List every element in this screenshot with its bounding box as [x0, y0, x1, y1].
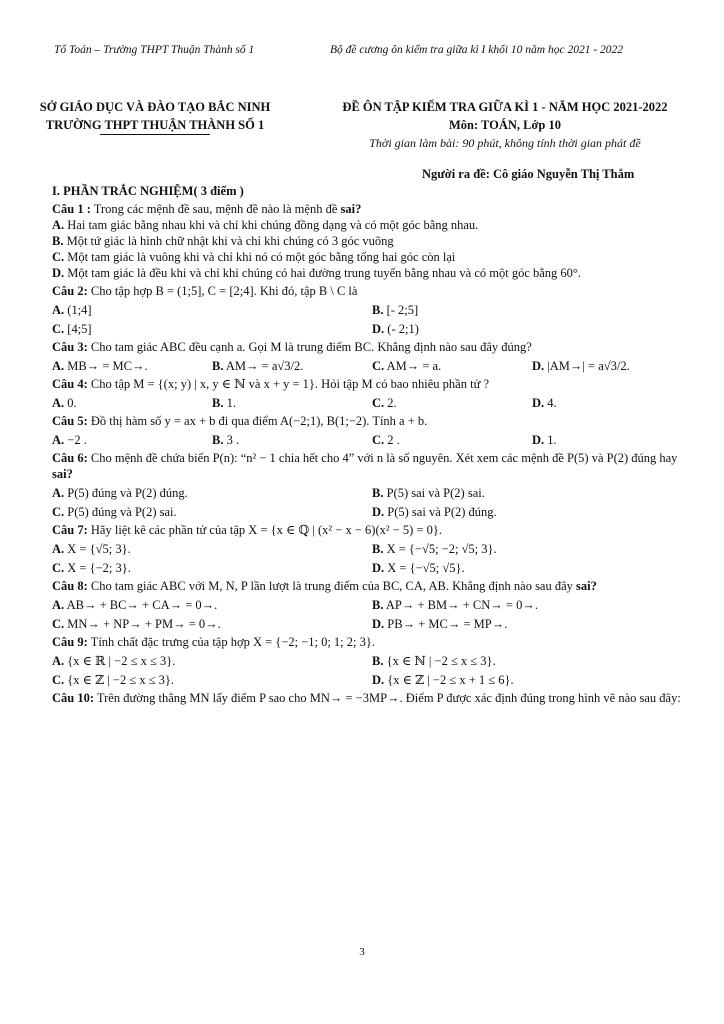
running-header-right: Bộ đề cương ôn kiểm tra giữa kì I khối 10 năm học 2021 - 2022 — [330, 44, 624, 56]
question-stem — [52, 690, 692, 706]
exam-header — [305, 98, 705, 152]
option-key: B. — [212, 396, 224, 410]
option-text: PB→ + MC→ = MP→. — [384, 617, 508, 631]
option-key: C. — [52, 673, 65, 687]
answer-option — [52, 560, 372, 576]
question — [52, 283, 692, 337]
option-text: {x ∈ ℤ | −2 ≤ x ≤ 3}. — [64, 673, 175, 687]
answer-option — [52, 653, 372, 669]
answer-option — [372, 432, 532, 448]
answer-option — [532, 358, 692, 374]
option-key: C. — [52, 617, 65, 631]
question-emphasis: sai? — [576, 579, 597, 593]
option-text: X = {−√5; √5}. — [384, 561, 465, 575]
question — [52, 413, 692, 448]
question-text: Hãy liệt kê các phần tử của tập X = {x ∈ ℚ | (x² − x − 6)(x² − 5) = 0}. — [87, 523, 442, 537]
answer-option — [52, 302, 372, 318]
option-text: X = {−√5; −2; √5; 3}. — [383, 542, 497, 556]
option-text: 2. — [384, 396, 397, 410]
question-emphasis: sai? — [52, 467, 73, 481]
exam-author: Người ra đề: Cô giáo Nguyễn Thị Thắm — [422, 167, 635, 181]
option-key: D. — [372, 505, 385, 519]
question-stem — [52, 413, 692, 429]
option-key: B. — [52, 234, 64, 248]
answer-option — [372, 653, 692, 669]
option-key: D. — [372, 322, 385, 336]
answer-option — [52, 249, 692, 265]
question-text: Cho tam giác ABC đều cạnh a. Gọi M là trung điểm BC. Khẳng định nào sau đây đúng? — [87, 340, 532, 354]
answer-option — [372, 358, 532, 374]
question-stem — [52, 201, 692, 217]
option-key: D. — [372, 673, 385, 687]
question — [52, 339, 692, 374]
option-key: D. — [532, 433, 545, 447]
answer-option — [532, 395, 692, 411]
question-label: Câu 2: — [52, 284, 88, 298]
question-label: Câu 3: — [52, 340, 88, 354]
option-text: P(5) đúng và P(2) sai. — [64, 505, 177, 519]
answer-option — [52, 265, 692, 281]
answer-option — [52, 358, 212, 374]
option-text: Một tam giác là đều khi và chỉ khi chúng có hai đường trung tuyến bằng nhau và có một góc bằng 60°. — [64, 266, 582, 280]
option-key: D. — [52, 266, 65, 280]
option-key: A. — [52, 598, 65, 612]
option-key: C. — [372, 433, 385, 447]
option-text: 3 . — [223, 433, 240, 447]
answer-option — [372, 597, 692, 613]
options-row — [52, 616, 692, 632]
answer-option — [372, 504, 692, 520]
question-stem — [52, 450, 692, 482]
question-label: Câu 10: — [52, 691, 95, 705]
option-key: C. — [372, 359, 385, 373]
option-text: {x ∈ ℤ | −2 ≤ x + 1 ≤ 6}. — [384, 673, 514, 687]
options-row — [52, 395, 692, 411]
question-label: Câu 6: — [52, 451, 88, 465]
question-text: Trên đường thẳng MN lấy điểm P sao cho MN→ = −3MP→. Điểm P được xác định đúng trong hình vẽ nào sau đây: — [94, 691, 681, 705]
question-label: Câu 9: — [52, 635, 88, 649]
answer-option — [372, 560, 692, 576]
answer-option — [212, 432, 372, 448]
exam-subject: Môn: TOÁN, Lớp 10 — [448, 118, 562, 132]
option-text: −2 . — [64, 433, 87, 447]
answer-option — [52, 485, 372, 501]
option-key: D. — [372, 617, 385, 631]
option-key: C. — [52, 505, 65, 519]
options-row — [52, 560, 692, 576]
answer-option — [372, 321, 692, 337]
option-key: A. — [52, 486, 65, 500]
exam-title: ĐỀ ÔN TẬP KIỂM TRA GIỮA KÌ 1 - NĂM HỌC 2021-2022 — [342, 100, 668, 114]
answer-option — [52, 233, 692, 249]
answer-option — [372, 302, 692, 318]
options-row — [52, 432, 692, 448]
option-key: A. — [52, 654, 65, 668]
option-key: C. — [52, 561, 65, 575]
options-row — [52, 358, 692, 374]
option-text: 2 . — [384, 433, 400, 447]
question-stem — [52, 578, 692, 594]
options-row — [52, 504, 692, 520]
question-list — [52, 201, 692, 706]
options-row — [52, 597, 692, 613]
option-text: AB→ + BC→ + CA→ = 0→. — [64, 598, 218, 612]
options-row — [52, 485, 692, 501]
answer-option — [52, 672, 372, 688]
answer-option — [52, 217, 692, 233]
answer-option — [372, 616, 692, 632]
department-name: SỞ GIÁO DỤC VÀ ĐÀO TẠO BẮC NINH — [39, 100, 271, 114]
option-key: B. — [212, 359, 224, 373]
question — [52, 450, 692, 520]
option-text: MB→ = MC→. — [64, 359, 148, 373]
option-key: A. — [52, 542, 65, 556]
options-row — [52, 653, 692, 669]
options-row — [52, 321, 692, 337]
answer-option — [372, 485, 692, 501]
option-text: AM→ = a. — [384, 359, 442, 373]
question — [52, 690, 692, 706]
option-text: Một tứ giác là hình chữ nhật khi và chỉ khi chúng có 3 góc vuông — [63, 234, 394, 248]
answer-option — [52, 597, 372, 613]
option-text: P(5) sai và P(2) đúng. — [384, 505, 497, 519]
option-text: {x ∈ ℝ | −2 ≤ x ≤ 3}. — [64, 654, 176, 668]
question — [52, 634, 692, 688]
question — [52, 522, 692, 576]
exam-time: Thời gian làm bài: 90 phút, không tính thời gian phát đề — [369, 136, 641, 150]
school-underline — [100, 134, 210, 135]
section-title: I. PHẦN TRẮC NGHIỆM( 3 điểm ) — [52, 184, 244, 198]
question-text: Cho tam giác ABC với M, N, P lần lượt là trung điểm của BC, CA, AB. Khẳng định nào sau đây — [87, 579, 577, 593]
question-text: Trong các mệnh đề sau, mệnh đề nào là mệnh đề — [90, 202, 341, 216]
option-key: B. — [372, 303, 384, 317]
option-key: D. — [372, 561, 385, 575]
question-label: Câu 4: — [52, 377, 88, 391]
question-label: Câu 7: — [52, 523, 88, 537]
option-key: C. — [372, 396, 385, 410]
option-key: B. — [372, 654, 384, 668]
question-text: Đồ thị hàm số y = ax + b đi qua điểm A(−2;1), B(1;−2). Tính a + b. — [87, 414, 428, 428]
option-text: Một tam giác là vuông khi và chỉ khi nó có một góc bằng tổng hai góc còn lại — [64, 250, 456, 264]
option-text: P(5) sai và P(2) sai. — [383, 486, 485, 500]
answer-option — [532, 432, 692, 448]
answer-option — [52, 541, 372, 557]
school-name: TRƯỜNG THPT THUẬN THÀNH SỐ 1 — [45, 118, 265, 132]
answer-option — [52, 616, 372, 632]
option-text: 1. — [544, 433, 557, 447]
answer-option — [212, 358, 372, 374]
option-text: [4;5] — [64, 322, 92, 336]
option-text: 4. — [544, 396, 557, 410]
option-text: (- 2;1) — [384, 322, 419, 336]
options-row — [52, 302, 692, 318]
question — [52, 201, 692, 281]
question-emphasis: sai? — [340, 202, 362, 216]
option-text: X = {√5; 3}. — [64, 542, 131, 556]
options-row — [52, 672, 692, 688]
option-text: P(5) đúng và P(2) đúng. — [64, 486, 188, 500]
option-key: B. — [372, 598, 384, 612]
question-text: Cho tập M = {(x; y) | x, y ∈ ℕ và x + y = 1}. Hỏi tập M có bao nhiêu phần tử ? — [87, 377, 490, 391]
answer-option — [372, 395, 532, 411]
page-number: 3 — [359, 946, 365, 958]
option-text: (1;4] — [64, 303, 92, 317]
answer-option — [52, 395, 212, 411]
answer-option — [212, 395, 372, 411]
question-stem — [52, 339, 692, 355]
option-key: B. — [372, 542, 384, 556]
option-key: A. — [52, 396, 65, 410]
option-text: |AM→| = a√3/2. — [544, 359, 630, 373]
question-text: Cho tập hợp B = (1;5], C = [2;4]. Khi đó, tập B \ C là — [87, 284, 358, 298]
question-label: Câu 8: — [52, 579, 88, 593]
answer-option — [52, 432, 212, 448]
option-text: X = {−2; 3}. — [64, 561, 131, 575]
running-header-left: Tổ Toán – Trường THPT Thuận Thành số 1 — [54, 44, 255, 56]
question — [52, 376, 692, 411]
question-label: Câu 5: — [52, 414, 88, 428]
option-text: {x ∈ ℕ | −2 ≤ x ≤ 3}. — [383, 654, 496, 668]
question-text: Tính chất đặc trưng của tập hợp X = {−2; −1; 0; 1; 2; 3}. — [87, 635, 376, 649]
option-key: B. — [372, 486, 384, 500]
question-text: Cho mệnh đề chứa biến P(n): “n² − 1 chia hết cho 4” với n là số nguyên. Xét xem các mệnh đề P(5) và P(2) đúng hay — [87, 451, 678, 465]
option-key: D. — [532, 359, 545, 373]
question-stem — [52, 376, 692, 392]
option-text: 1. — [223, 396, 236, 410]
option-key: D. — [532, 396, 545, 410]
option-text: AP→ + BM→ + CN→ = 0→. — [383, 598, 538, 612]
option-key: A. — [52, 359, 65, 373]
school-header — [20, 98, 290, 135]
question-stem — [52, 522, 692, 538]
answer-option — [372, 541, 692, 557]
answer-option — [372, 672, 692, 688]
option-text: AM→ = a√3/2. — [223, 359, 304, 373]
question-stem — [52, 283, 692, 299]
answer-option — [52, 504, 372, 520]
option-key: A. — [52, 433, 65, 447]
option-key: B. — [212, 433, 224, 447]
option-key: C. — [52, 322, 65, 336]
option-text: MN→ + NP→ + PM→ = 0→. — [64, 617, 221, 631]
question — [52, 578, 692, 632]
exam-body — [52, 183, 692, 706]
option-key: A. — [52, 303, 65, 317]
option-text: 0. — [64, 396, 77, 410]
option-text: Hai tam giác bằng nhau khi và chỉ khi chúng đồng dạng và có một góc bằng nhau. — [64, 218, 479, 232]
answer-option — [52, 321, 372, 337]
option-key: C. — [52, 250, 65, 264]
option-text: [- 2;5] — [383, 303, 419, 317]
question-label: Câu 1 : — [52, 202, 91, 216]
options-row — [52, 541, 692, 557]
option-key: A. — [52, 218, 65, 232]
question-stem — [52, 634, 692, 650]
